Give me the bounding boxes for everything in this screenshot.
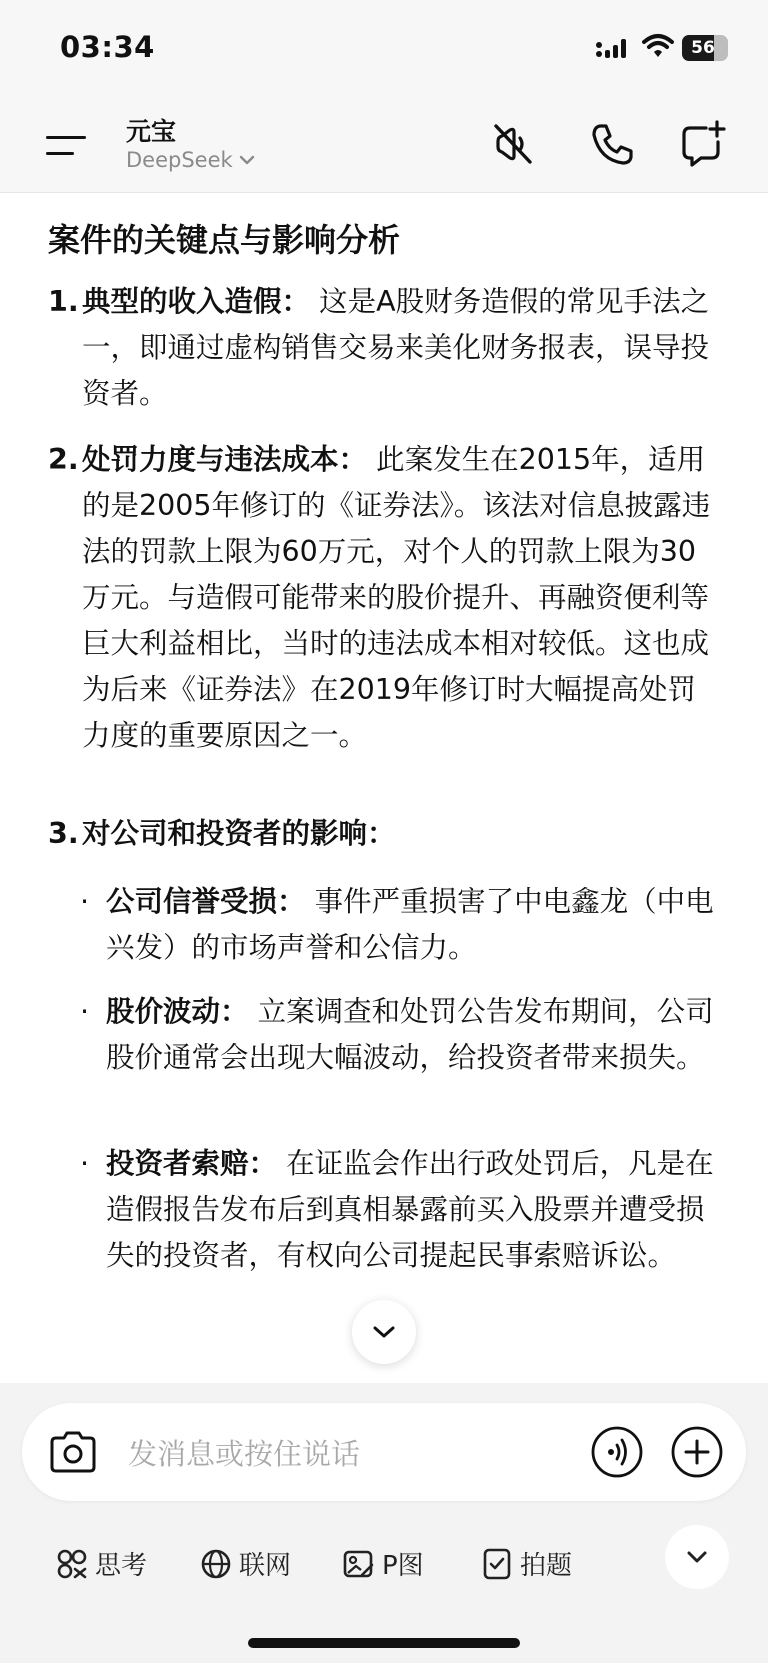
assistant-name: 元宝	[126, 117, 177, 146]
web-search-label: 联网	[239, 1551, 292, 1581]
tool-bar	[0, 1523, 768, 1603]
bullet-item	[80, 879, 720, 971]
edit-image-label: P图	[382, 1551, 424, 1581]
list-item	[48, 811, 720, 857]
list-item	[48, 437, 720, 759]
phone-icon[interactable]	[586, 118, 638, 170]
message-content	[0, 193, 768, 1383]
item-label: 对公司和投资者的影响：	[82, 817, 396, 850]
think-icon	[55, 1547, 89, 1581]
model-selector[interactable]	[126, 148, 255, 172]
chevron-down-icon	[239, 154, 255, 166]
bullet-item	[80, 989, 720, 1081]
status-time: 03:34	[60, 30, 155, 64]
photo-question-button[interactable]	[480, 1545, 572, 1582]
chat-header	[0, 100, 768, 193]
think-button[interactable]	[55, 1545, 147, 1582]
scroll-to-bottom-button[interactable]	[352, 1300, 416, 1364]
item-text: 此案发生在2015年，适用的是2005年修订的《证券法》。该法对信息披露违法的罚款上限为60万元，对个人的罚款上限为30万元。与造假可能带来的股价提升、再融资便利等巨大利益相比，当时的违法成本相对较低。这也成为后来《证券法》在2019年修订时大幅提高处罚力度的重要原因之一。	[82, 443, 711, 752]
status-bar	[0, 0, 768, 100]
section-heading: 案件的关键点与影响分析	[48, 221, 401, 259]
input-placeholder: 发消息或按住说话	[128, 1437, 361, 1471]
chevron-down-icon	[371, 1323, 397, 1341]
battery-level: 56	[691, 38, 715, 58]
image-edit-icon	[342, 1547, 376, 1581]
bullet-text: 在证监会作出行政处罚后，凡是在造假报告发布后到真相暴露前买入股票并遭受损失的投资者，有权向公司提起民事索赔诉讼。	[106, 1147, 714, 1272]
plus-icon[interactable]	[670, 1425, 724, 1479]
question-sheet-icon	[480, 1547, 514, 1581]
menu-icon[interactable]	[46, 128, 88, 164]
speaker-mute-icon[interactable]	[488, 118, 540, 170]
composer-area	[0, 1383, 768, 1663]
cellular-signal-icon	[595, 36, 631, 60]
battery-icon	[682, 35, 728, 61]
chevron-down-icon	[685, 1549, 709, 1565]
model-label: DeepSeek	[126, 148, 233, 172]
edit-image-button[interactable]	[342, 1545, 424, 1582]
camera-icon[interactable]	[48, 1429, 98, 1475]
bullet-dot: ·	[80, 995, 90, 1028]
item-label: 处罚力度与违法成本：	[82, 443, 368, 476]
wifi-icon	[642, 33, 674, 59]
list-number: 3.	[48, 817, 79, 850]
think-label: 思考	[95, 1551, 148, 1581]
new-chat-icon[interactable]	[676, 118, 728, 170]
list-item	[48, 279, 720, 417]
bullet-dot: ·	[80, 885, 90, 918]
list-number: 2.	[48, 443, 79, 476]
message-input[interactable]	[22, 1403, 746, 1501]
globe-icon	[199, 1547, 233, 1581]
voice-input-icon[interactable]	[590, 1425, 644, 1479]
bullet-item	[80, 1141, 720, 1279]
bullet-text: 事件严重损害了中电鑫龙（中电兴发）的市场声誉和公信力。	[106, 885, 714, 964]
photo-question-label: 拍题	[520, 1551, 573, 1581]
bullet-label: 投资者索赔：	[106, 1147, 278, 1180]
expand-tools-button[interactable]	[665, 1525, 729, 1589]
item-label: 典型的收入造假：	[82, 285, 311, 318]
list-number: 1.	[48, 285, 79, 318]
home-indicator[interactable]	[248, 1638, 520, 1648]
bullet-label: 公司信誉受损：	[106, 885, 306, 918]
item-text: 这是A股财务造假的常见手法之一，即通过虚构销售交易来美化财务报表，误导投资者。	[82, 285, 710, 410]
bullet-dot: ·	[80, 1147, 90, 1180]
bullet-label: 股价波动：	[106, 995, 249, 1028]
bullet-text: 立案调查和处罚公告发布期间，公司股价通常会出现大幅波动，给投资者带来损失。	[106, 995, 714, 1074]
web-search-button[interactable]	[199, 1545, 291, 1582]
